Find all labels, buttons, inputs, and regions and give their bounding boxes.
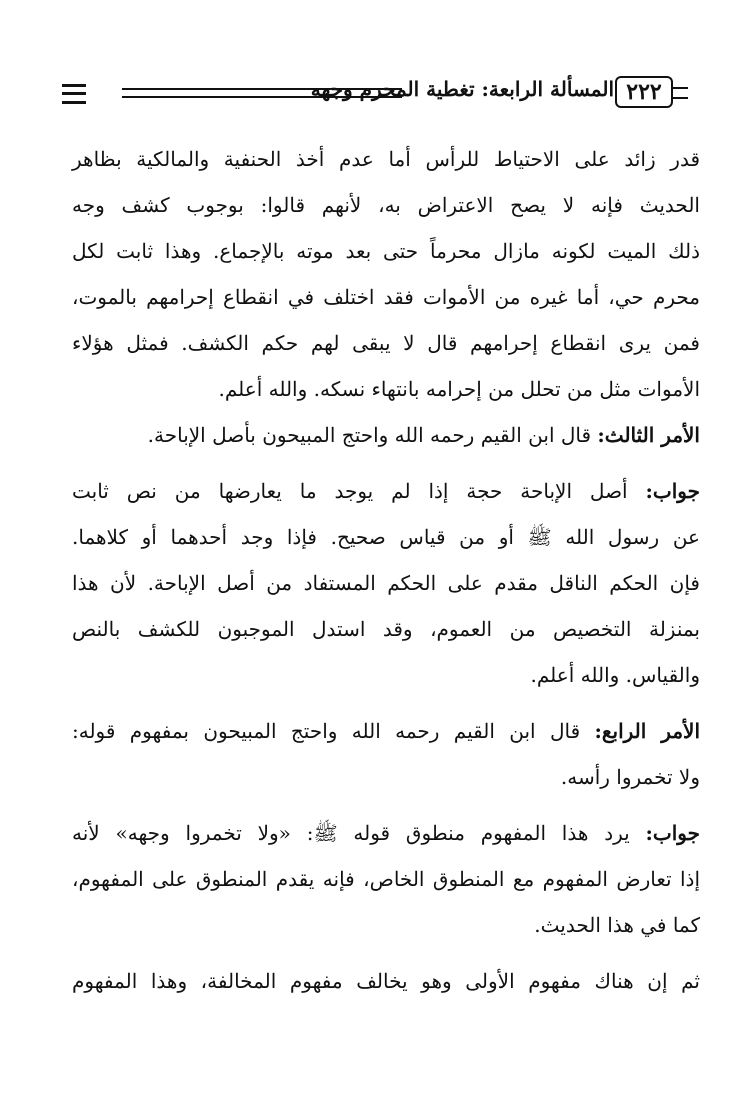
- text-run: قال ابن القيم رحمه الله واحتج المبيحون بأصل الإباحة.: [147, 423, 598, 447]
- text-run: يرد هذا المفهوم منطوق قوله ﷺ: «ولا تخمروا وجهه» لأنه: [72, 821, 646, 845]
- paragraph-5: [72, 810, 700, 948]
- paragraph-4: [72, 708, 700, 800]
- text-line: الحديث فإنه لا يصح الاعتراض به، لأنهم قالوا: بوجوب كشف وجه: [72, 193, 700, 217]
- paragraph-1: [72, 136, 700, 412]
- text-run: أصل الإباحة حجة إذا لم يوجد ما يعارضها من نص ثابت: [72, 479, 646, 503]
- paragraph-lead: الأمر الثالث:: [597, 423, 700, 447]
- text-line: [72, 412, 700, 458]
- header-ornament-left: [62, 84, 86, 104]
- text-line: ولا تخمروا رأسه.: [560, 765, 700, 789]
- text-line: ثم إن هناك مفهوم الأولى وهو يخالف مفهوم المخالفة، وهذا المفهوم: [72, 969, 700, 993]
- paragraph-3: [72, 468, 700, 698]
- chapter-title: المسألة الرابعة: تغطية المحرم وجهه: [310, 77, 614, 101]
- text-line: [72, 810, 700, 856]
- paragraph-2: [72, 412, 700, 458]
- page-number: ٢٢٢: [615, 76, 673, 108]
- text-line: فإن الحكم الناقل مقدم على الحكم المستفاد من أصل الإباحة. لأن هذا: [72, 571, 700, 595]
- text-line: بمنزلة التخصيص من العموم، وقد استدل الموجبون للكشف بالنص: [72, 617, 700, 641]
- text-line: قدر زائد على الاحتياط للرأس أما عدم أخذ الحنفية والمالكية بظاهر: [72, 147, 700, 171]
- text-line: كما في هذا الحديث.: [534, 913, 700, 937]
- text-line: محرم حي، أما غيره من الأموات فقد اختلف في انقطاع إحرامهم بالموت،: [72, 285, 700, 309]
- text-line: فمن يرى انقطاع إحرامهم قال لا يبقى لهم حكم الكشف. فمثل هؤلاء: [72, 331, 700, 355]
- text-line: [72, 708, 700, 754]
- paragraph-lead: جواب:: [645, 479, 700, 503]
- page-body: [72, 136, 700, 1004]
- text-line: [72, 468, 700, 514]
- text-run: قال ابن القيم رحمه الله واحتج المبيحون بمفهوم قوله:: [72, 719, 595, 743]
- text-line: ذلك الميت لكونه مازال محرماً حتى بعد موته بالإجماع. وهذا ثابت لكل: [72, 239, 700, 263]
- paragraph-lead: جواب:: [645, 821, 700, 845]
- page-header: [62, 72, 688, 112]
- text-line: الأموات مثل من تحلل من إحرامه بانتهاء نسكه. والله أعلم.: [218, 377, 700, 401]
- text-line: والقياس. والله أعلم.: [530, 663, 700, 687]
- text-line: عن رسول الله ﷺ أو من قياس صحيح. فإذا وجد أحدهما أو كلاهما.: [72, 525, 700, 549]
- paragraph-lead: الأمر الرابع:: [594, 719, 701, 743]
- text-line: إذا تعارض المفهوم مع المنطوق الخاص، فإنه يقدم المنطوق على المفهوم،: [72, 867, 700, 891]
- paragraph-6: [72, 958, 700, 1004]
- header-ornament-right: [673, 87, 688, 99]
